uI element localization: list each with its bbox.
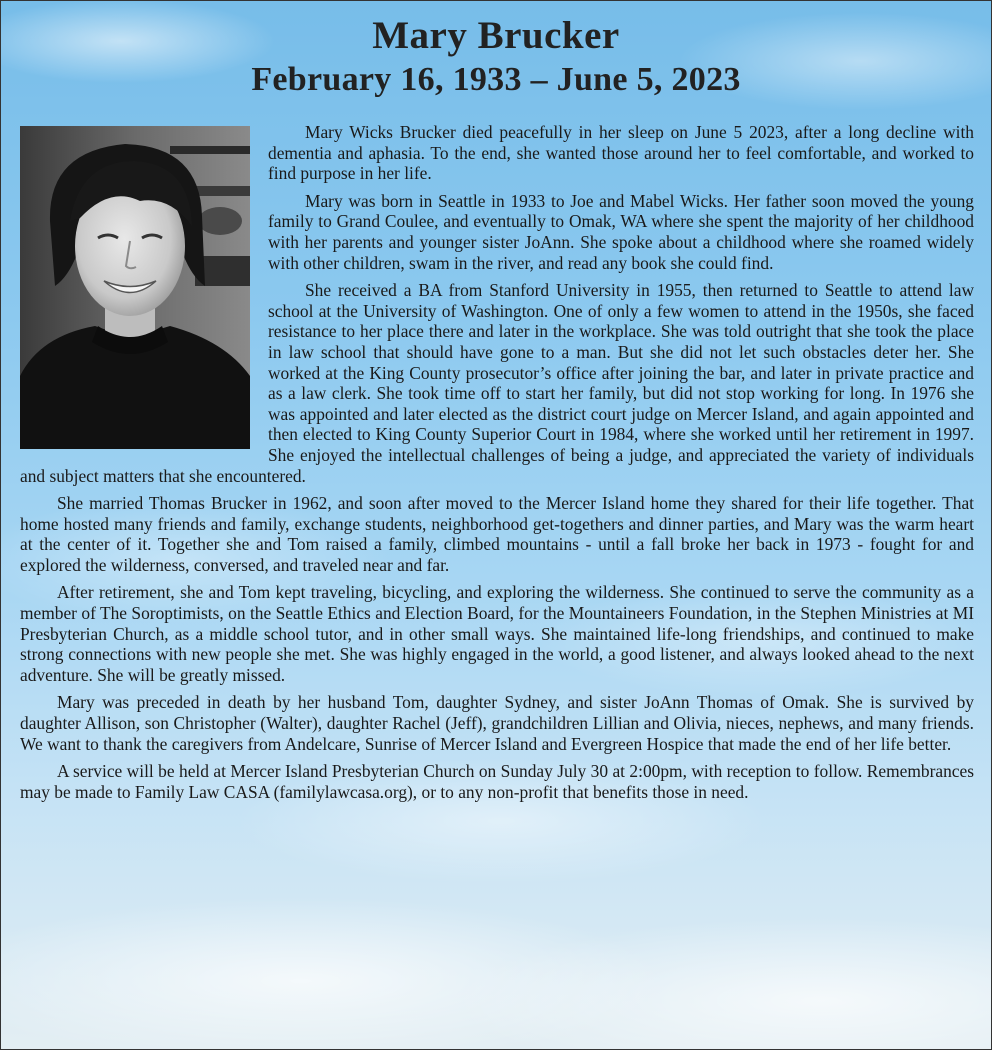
paragraph-career: She received a BA from Stanford University in 1955, then returned to Seattle to attend law school at the University of Washington. One of only a few women to attend in the 1950s, she faced resistance to her place there and later in the workplace. She was told outright that she took the place in law school that should have gone to a man. But she did not let such obstacles deter her. She worked at the King County prosecutor’s office after joining the bar, and later in private practice and as a law clerk. She took time off to start her family, but did not stop working for long. In 1976 she was appointed and later elected as the district court judge on Mercer Island, and again appointed and then elected to King County Superior Court in 1984, where she worked until her retirement in 1997. She enjoyed the intellectual challenges of being a judge, and appreciated the variety of individuals and subject matters that she encountered.: [20, 280, 974, 486]
paragraph-survivors: Mary was preceded in death by her husband Tom, daughter Sydney, and sister JoAnn Thomas of Omak. She is survived by daughter Allison, son Christopher (Walter), daughter Rachel (Jeff), grandchildren Lillian and Olivia, nieces, nephews, and many friends. We want to thank the caregivers from Andelcare, Sunrise of Mercer Island and Evergreen Hospice that made the end of her life better.: [20, 692, 974, 754]
deceased-name: Mary Brucker: [372, 14, 620, 57]
portrait-photo: [20, 126, 250, 449]
paragraph-service: A service will be held at Mercer Island Presbyterian Church on Sunday July 30 at 2:00pm, with reception to follow. Remembrances may be made to Family Law CASA (familylawcasa.org), or to any non-profit that benefits those in need.: [20, 761, 974, 802]
obituary-body: [20, 122, 974, 809]
obituary-header: [1, 13, 991, 101]
paragraph-retirement: After retirement, she and Tom kept traveling, bicycling, and exploring the wilderness. She continued to serve the community as a member of The Soroptimists, on the Seattle Ethics and Election Board, for the Mountaineers Foundation, in the Stephen Ministries at MI Presbyterian Church, as a middle school tutor, and in other small ways. She maintained life-long friendships, and continued to make strong connections with new people she met. She was highly engaged in the world, a good listener, and always looked ahead to the next adventure. She will be greatly missed.: [20, 582, 974, 685]
paragraph-death: Mary Wicks Brucker died peacefully in her sleep on June 5 2023, after a long decline with dementia and aphasia. To the end, she wanted those around her to feel comfortable, and worked to find purpose in her life.: [268, 122, 974, 184]
paragraph-childhood: Mary was born in Seattle in 1933 to Joe and Mabel Wicks. Her father soon moved the young family to Grand Coulee, and eventually to Omak, WA where she spent the majority of her childhood with her parents and younger sister JoAnn. She spoke about a childhood where she roamed widely with other children, swam in the river, and read any book she could find.: [268, 190, 974, 273]
life-dates: February 16, 1933 – June 5, 2023: [251, 61, 741, 98]
paragraph-marriage: She married Thomas Brucker in 1962, and soon after moved to the Mercer Island home they shared for their life together. That home hosted many friends and family, exchange students, neighborhood get-togethers and dinner parties, and Mary was the warm heart at the center of it. Together she and Tom raised a family, climbed mountains - until a fall broke her back in 1973 - fought for and explored the wilderness, conversed, and traveled near and far.: [20, 493, 974, 575]
